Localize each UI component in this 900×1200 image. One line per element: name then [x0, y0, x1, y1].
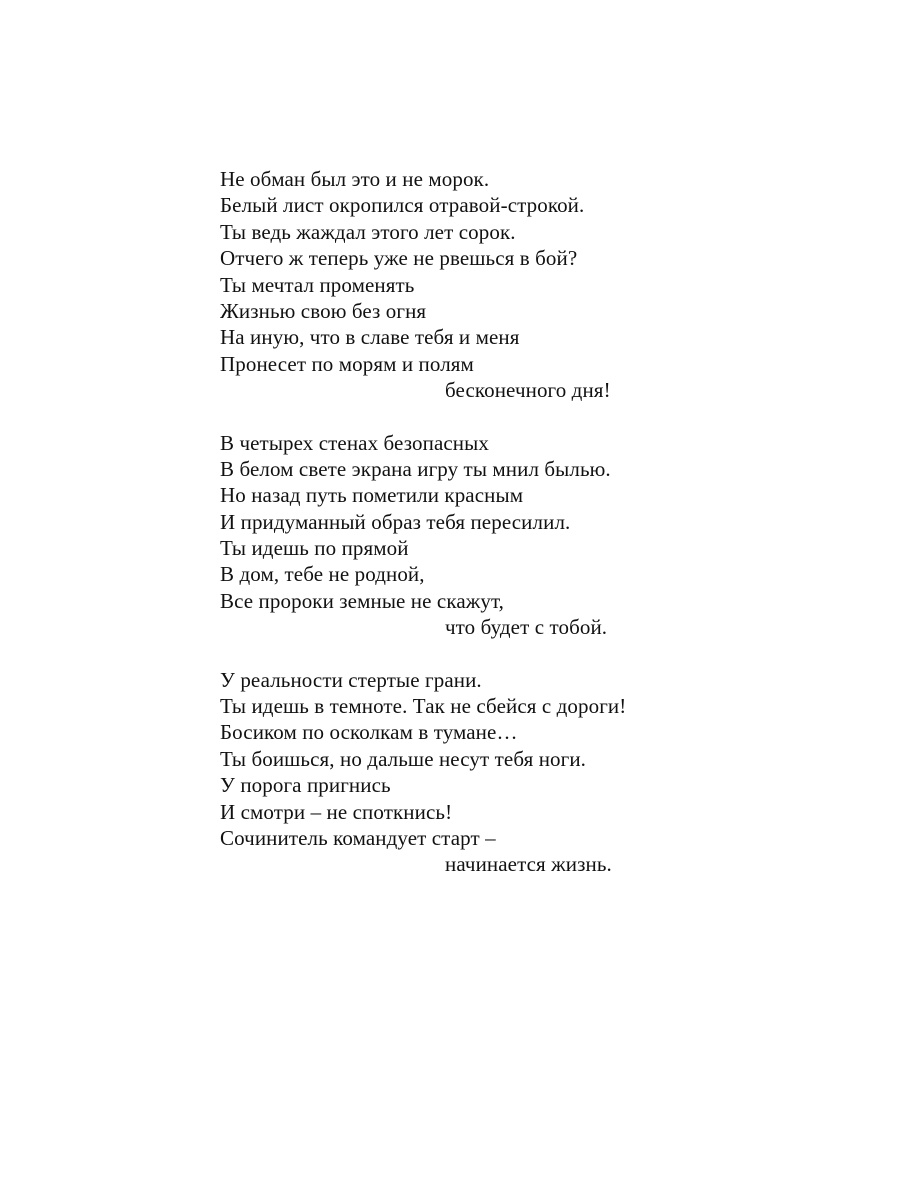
poem-line: Ты боишься, но дальше несут тебя ноги. — [220, 746, 587, 771]
poem-line: Все пророки земные не скажут, — [220, 588, 505, 613]
poem-line: В четырех стенах безопасных — [220, 430, 489, 455]
poem-line: Белый лист окропился отравой-строкой. — [220, 193, 585, 218]
poem-line: Но назад путь пометили красным — [220, 483, 524, 508]
poem-line-indented: что будет с тобой. — [445, 615, 608, 640]
poem-line: И смотри – не споткнись! — [220, 799, 453, 824]
stanza-1 — [220, 166, 820, 404]
poem-line: Ты идешь по прямой — [220, 536, 409, 561]
poem-line: Не обман был это и не морок. — [220, 167, 490, 191]
poem-line: У реальности стертые грани. — [220, 667, 482, 692]
poem — [220, 166, 820, 904]
poem-line: Ты идешь в темноте. Так не сбейся с дороги! — [220, 694, 627, 719]
stanza-3 — [220, 667, 820, 878]
poem-line: В белом свете экрана игру ты мнил былью. — [220, 456, 611, 481]
poem-line: И придуманный образ тебя пересилил. — [220, 509, 571, 534]
poem-line: У порога пригнись — [220, 773, 391, 798]
poem-line: Ты мечтал променять — [220, 272, 415, 297]
poem-line: Жизнью свою без огня — [220, 298, 427, 323]
poem-line: На иную, что в славе тебя и меня — [220, 325, 520, 350]
poem-line: В дом, тебе не родной, — [220, 562, 425, 587]
poem-line: Пронесет по морям и полям — [220, 351, 474, 376]
poem-line-indented: начинается жизнь. — [445, 852, 612, 877]
poem-line-indented: бесконечного дня! — [445, 378, 611, 403]
poem-line: Ты ведь жаждал этого лет сорок. — [220, 219, 516, 244]
poem-line: Босиком по осколкам в тумане… — [220, 720, 518, 745]
stanza-2 — [220, 430, 820, 641]
poem-line: Отчего ж теперь уже не рвешься в бой? — [220, 246, 578, 271]
poem-line: Сочинитель командует старт – — [220, 825, 496, 850]
